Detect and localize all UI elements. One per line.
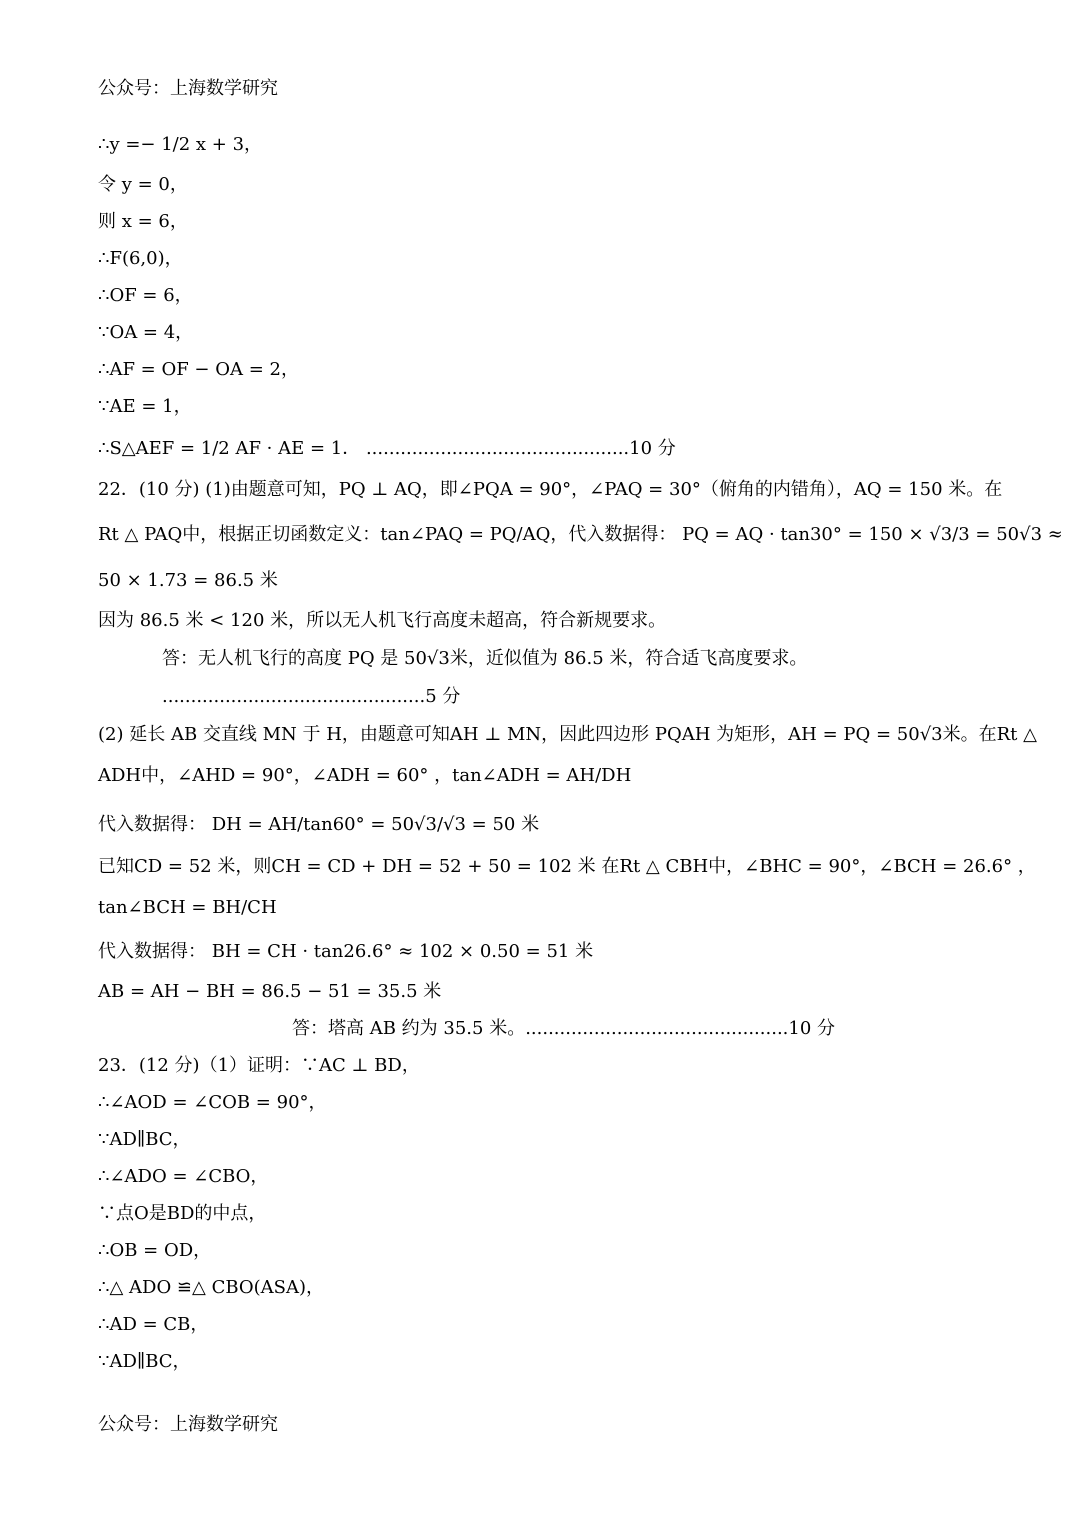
- problem-22-answer-1: 答：无人机飞行的高度 PQ 是 50√3米，近似值为 86.5 米，符合适飞高度要求。: [162, 648, 808, 669]
- line-8: ∵AE = 1，: [98, 396, 192, 417]
- problem-22-line-4: 因为 86.5 米 < 120 米，所以无人机飞行高度未超高，符合新规要求。: [98, 610, 667, 631]
- problem-22-part2-line-4: 已知CD = 52 米，则CH = CD + DH = 52 + 50 = 102 米 在Rt △ CBH中，∠BHC = 90°，∠BCH = 26.6° ，: [98, 856, 1036, 877]
- problem-23-line-3: ∵AD∥BC，: [98, 1129, 191, 1150]
- problem-23-line-2: ∴∠AOD = ∠COB = 90°，: [98, 1092, 327, 1113]
- line-5: ∴OF = 6，: [98, 285, 193, 306]
- problem-23-line-5: ∵点O是BD的中点，: [98, 1203, 267, 1224]
- problem-22-part2-line-1: (2) 延长 AB 交直线 MN 于 H，由题意可知AH ⊥ MN，因此四边形 PQAH 为矩形，AH = PQ = 50√3米。在Rt △: [98, 724, 1037, 745]
- problem-22-line-3: 50 × 1.73 = 86.5 米: [98, 570, 278, 591]
- line-1: ∴y =− 1/2 x + 3，: [98, 134, 263, 155]
- line-4: ∴F(6,0)，: [98, 248, 183, 269]
- line-6: ∵OA = 4，: [98, 322, 194, 343]
- problem-22-part2-line-2: ADH中，∠AHD = 90°，∠ADH = 60° ，tan∠ADH = AH/DH: [98, 765, 632, 786]
- problem-23-line-1: 23．(12 分)（1）证明：∵AC ⊥ BD，: [98, 1055, 420, 1076]
- problem-22-score-1: ..............................................5 分: [162, 686, 461, 707]
- line-7: ∴AF = OF − OA = 2，: [98, 359, 299, 380]
- page-header: 公众号：上海数学研究: [98, 78, 278, 99]
- line-3: 则 x = 6，: [98, 211, 188, 232]
- line-2: 令 y = 0，: [98, 174, 188, 195]
- problem-22-part2-line-7: AB = AH − BH = 86.5 − 51 = 35.5 米: [98, 981, 442, 1002]
- problem-22-part2-line-6: 代入数据得： BH = CH · tan26.6° ≈ 102 × 0.50 = 51 米: [98, 941, 594, 962]
- problem-22-line-2: Rt △ PAQ中，根据正切函数定义：tan∠PAQ = PQ/AQ，代入数据得： PQ = AQ · tan30° = 150 × √3/3 = 50√3 ≈: [98, 524, 1063, 545]
- problem-23-line-4: ∴∠ADO = ∠CBO，: [98, 1166, 269, 1187]
- problem-22-answer-2: 答：塔高 AB 约为 35.5 米。..............................................10 分: [292, 1018, 836, 1039]
- problem-22-line-1: 22．(10 分) (1)由题意可知，PQ ⊥ AQ，即∠PQA = 90°，∠PAQ = 30°（俯角的内错角），AQ = 150 米。在: [98, 479, 1003, 500]
- problem-22-part2-line-3: 代入数据得： DH = AH/tan60° = 50√3/√3 = 50 米: [98, 814, 540, 835]
- problem-23-line-9: ∵AD∥BC，: [98, 1351, 191, 1372]
- line-9: ∴S△AEF = 1/2 AF · AE = 1． ..............................................10 分: [98, 438, 676, 459]
- problem-23-line-6: ∴OB = OD，: [98, 1240, 212, 1261]
- problem-23-line-7: ∴△ ADO ≌△ CBO(ASA)，: [98, 1277, 325, 1298]
- problem-22-part2-line-5: tan∠BCH = BH/CH: [98, 897, 277, 918]
- page-footer: 公众号：上海数学研究: [98, 1414, 278, 1435]
- problem-23-line-8: ∴AD = CB，: [98, 1314, 209, 1335]
